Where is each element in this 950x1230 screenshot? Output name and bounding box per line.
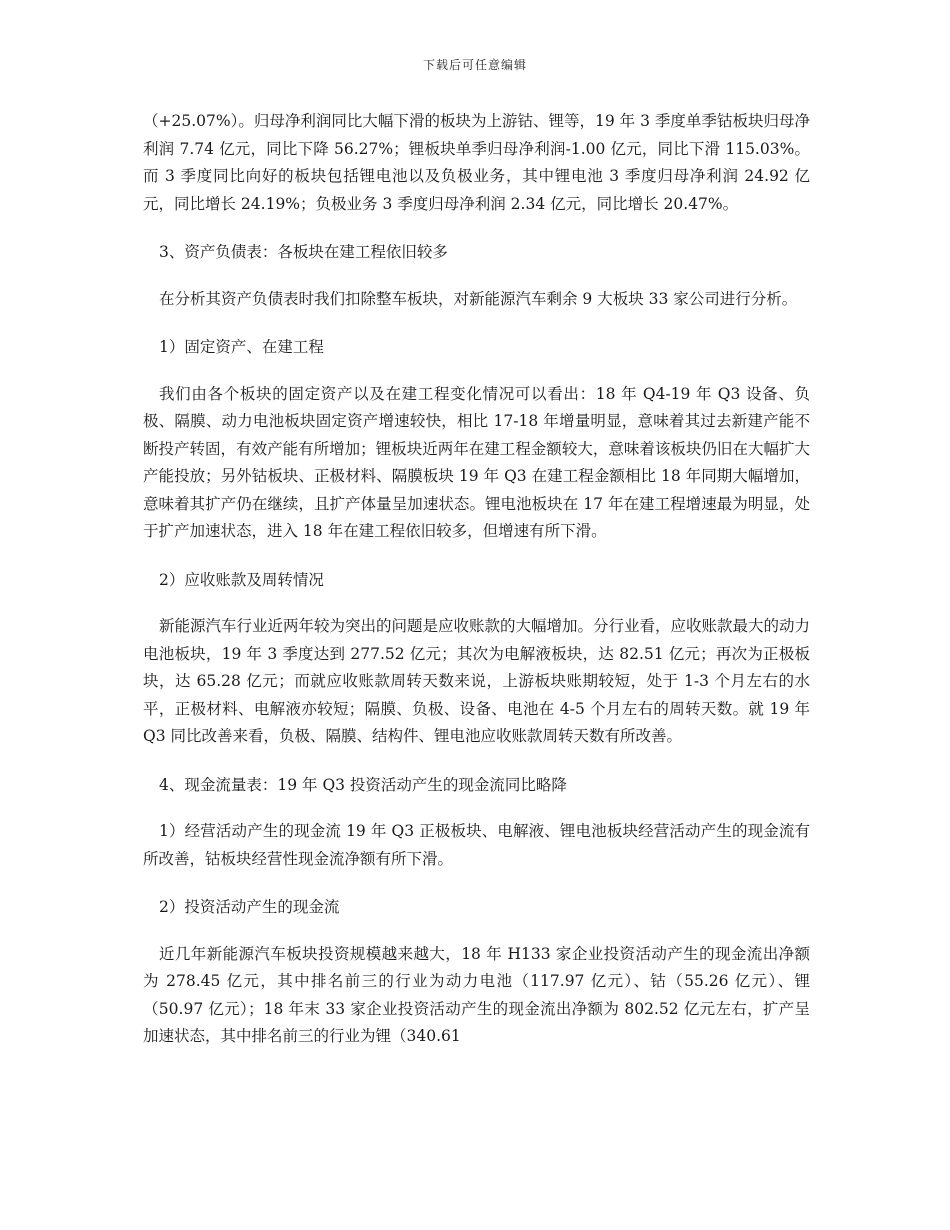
subheading-investing-cash-flow: 2）投资活动产生的现金流 (159, 898, 340, 916)
subheading-receivables: 2）应收账款及周转情况 (159, 570, 324, 589)
header-title: 下载后可任意编辑 (422, 58, 527, 72)
paragraph-fixed-assets: 我们由各个板块的固定资产以及在建工程变化情况可以看出：18 年 Q4-19 年 Q3 设备、负极、隔膜、动力电池板块固定资产增速较快，相比 17-18 年增量明显，意味着其过去新建产能不断投产转固，有效产能有所增加；锂板块近两年在建工程金额较大，意味着该板块仍旧在大幅扩大产能投放；另外钴板块、正极材料、隔膜板块 19 年 Q3 在建工程金额相比 18 年同期大幅增加，意味着其扩产仍在继续，且扩产体量呈加速状态。锂电池板块在 17 年在建工程增速最为明显，处于扩产加速状态，进入 18 年在建工程依旧较多，但增速有所下滑。 (143, 384, 810, 540)
paragraph-profit-summary: （+25.07%）。归母净利润同比大幅下滑的板块为上游钴、锂等，19 年 3 季度单季钴板块归母净利润 7.74 亿元，同比下降 56.27%；锂板块单季归母净利润-1.00 亿元，同比下滑 115.03%。而 3 季度同比向好的板块包括锂电池以及负极业务，其中锂电池 3 季度归母净利润 24.92 亿元，同比增长 24.19%；负极业务 3 季度归母净利润 2.34 亿元，同比增长 20.47%。 (143, 112, 810, 213)
section-heading-cash-flow: 4、现金流量表：19 年 Q3 投资活动产生的现金流同比略降 (159, 775, 567, 794)
paragraph-operating-cash-flow: 1）经营活动产生的现金流 19 年 Q3 正极板块、电解液、锂电池板块经营活动产生的现金流有所改善，钴板块经营性现金流净额有所下滑。 (143, 822, 810, 868)
paragraph-receivables: 新能源汽车行业近两年较为突出的问题是应收账款的大幅增加。分行业看，应收账款最大的动力电池板块，19 年 3 季度达到 277.52 亿元；其次为电解液板块，达 82.51 亿元；再次为正极板块，达 65.28 亿元；而就应收账款周转天数来说，上游板块账期较短，处于 1-3 个月左右的水平，正极材料、电解液亦较短；隔膜、负极、设备、电池在 4-5 个月左右的周转天数。就 19 年 Q3 同比改善来看，负极、隔膜、结构件、锂电池应收账款周转天数有所改善。 (143, 617, 811, 745)
document-body (143, 108, 810, 1072)
subheading-fixed-assets: 1）固定资产、在建工程 (159, 338, 324, 356)
page-header (0, 56, 950, 73)
section-heading-balance-sheet: 3、资产负债表：各板块在建工程依旧较多 (159, 243, 448, 261)
paragraph-investing-cash-flow: 近几年新能源汽车板块投资规模越来越大，18 年 H133 家企业投资活动产生的现金流出净额为 278.45 亿元，其中排名前三的行业为动力电池（117.97 亿元）、钴（55.26 亿元）、锂（50.97 亿元）；18 年末 33 家企业投资活动产生的现金流出净额为 802.52 亿元左右，扩产呈加速状态，其中排名前三的行业为锂（340.61 (143, 944, 810, 1045)
paragraph-balance-sheet-intro: 在分析其资产负债表时我们扣除整车板块，对新能源汽车剩余 9 大板块 33 家公司进行分析。 (159, 289, 798, 308)
